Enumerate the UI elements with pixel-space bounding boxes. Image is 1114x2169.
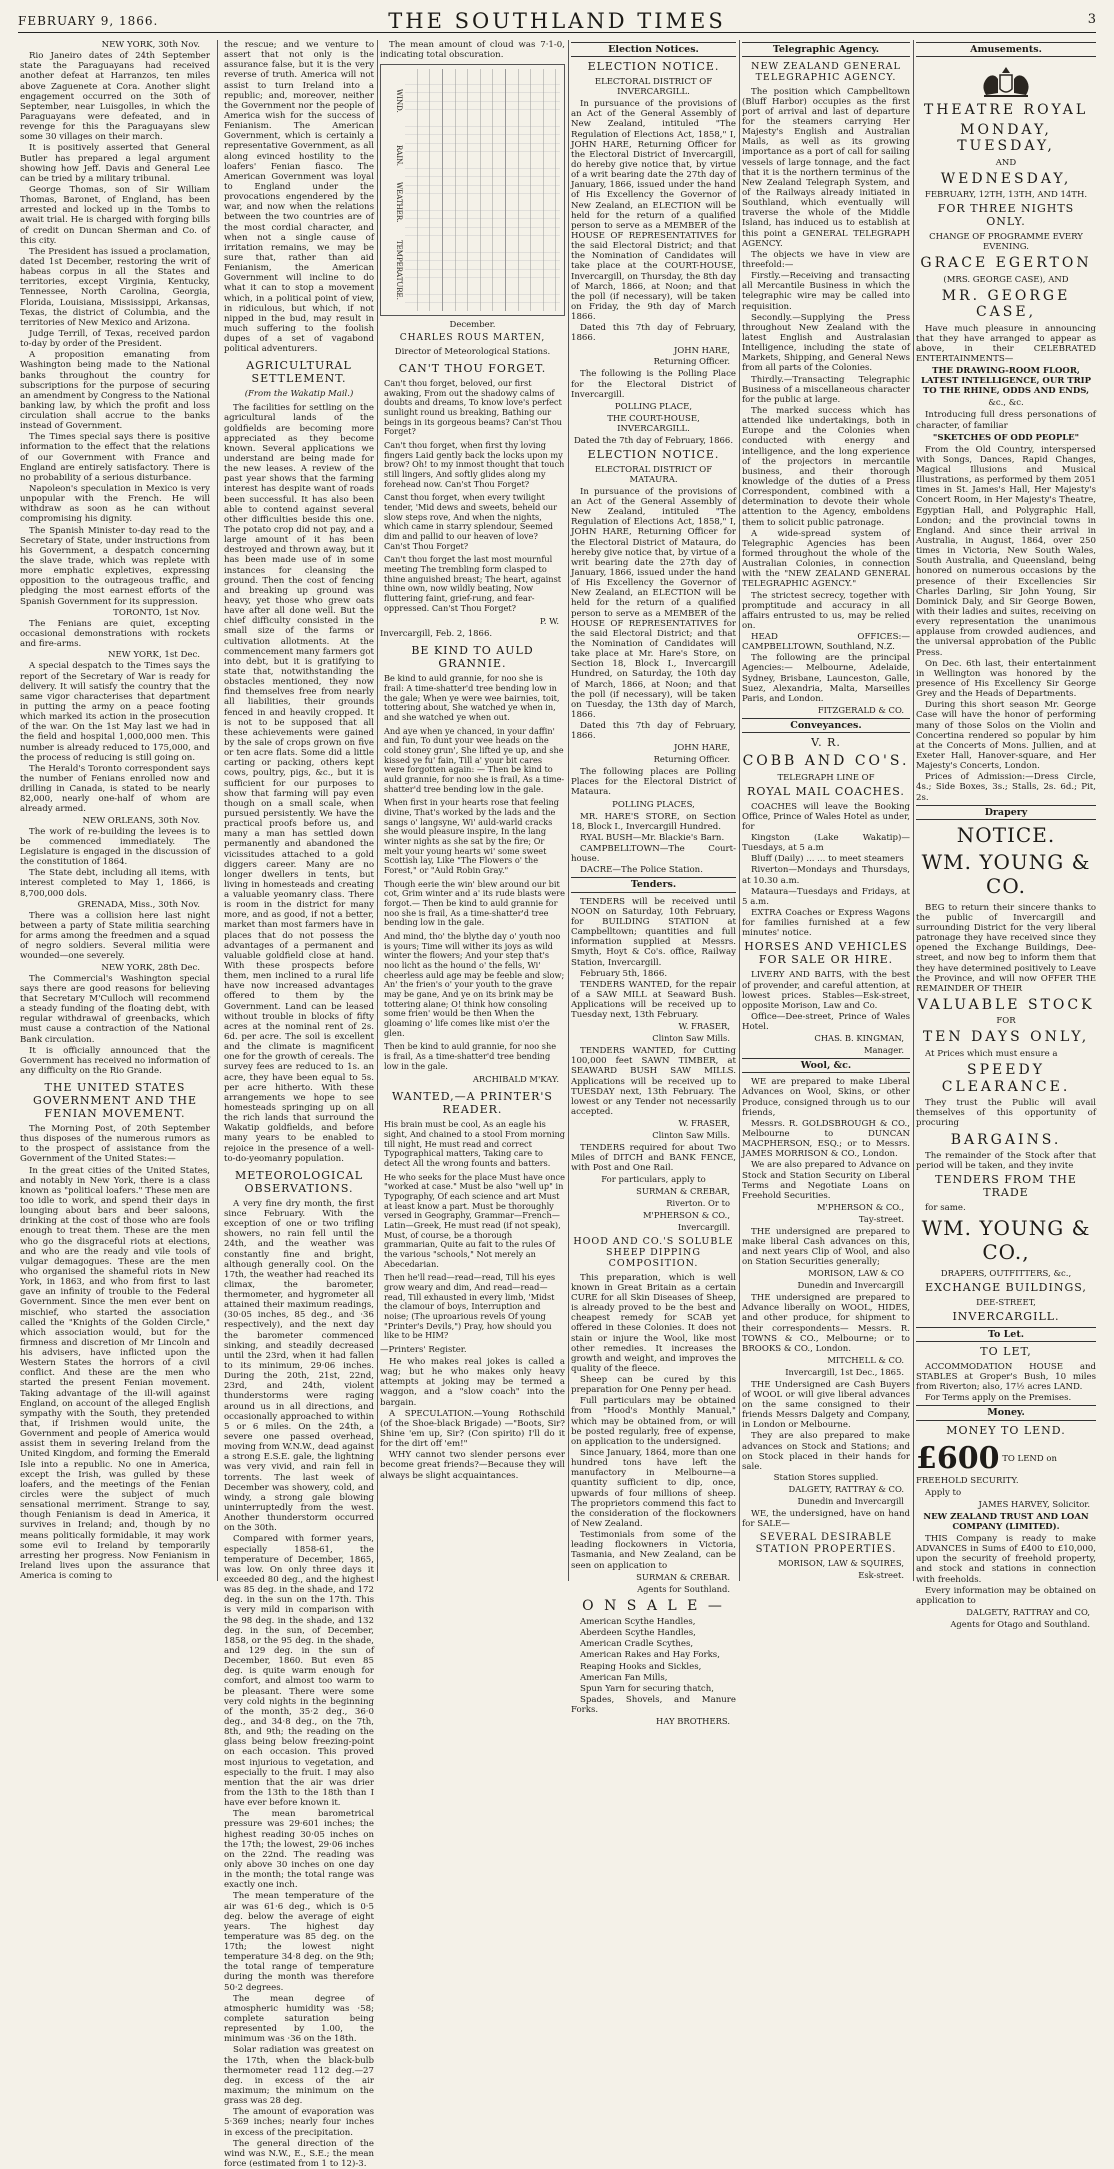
notice-role: Returning Officer.	[653, 754, 730, 765]
advert-paragraph: ACCOMMODATION HOUSE and STABLES at Groper's Bush, 10 miles from Riverton; also, 17½ acres LAND.	[916, 1361, 1096, 1393]
tender-signature: W. FRASER,	[678, 1021, 730, 1032]
on-sale-headline: O N S A L E —	[582, 1597, 725, 1614]
advert-paragraph: for same.	[925, 1203, 966, 1214]
dateline: TORONTO, 1st Nov.	[113, 607, 200, 618]
advert-paragraph: Have much pleasure in announcing that they have arranged to appear as above, in their CELEBRATED ENTERTAINMENTS—	[916, 323, 1096, 365]
poem-stanza: His brain must be cool, As an eagle his sight, And chained to a stool From morning till night, He must read and correct Typographical matters, Taking care to detect All the wrong founts and batters.	[384, 1119, 565, 1168]
advert-paragraph: THE undersigned are prepared to Advance liberally on WOOL, HIDES, and other produce, for shipment to their correspondents— Messrs. R. TOWNS & CO., Melbourne; or to BROOKS & CO., London.	[742, 1293, 910, 1354]
entertainment-titles: "SKETCHES OF ODD PEOPLE"	[932, 432, 1080, 443]
advert-place: Dunedin and Invercargill	[797, 1280, 904, 1291]
tender-paragraph: TENDERS required for about Two Miles of DITCH and BANK FENCE, with Post and One Rail.	[571, 1142, 736, 1174]
news-paragraph: The facilities for settling on the agricultural lands of the goldfields are becoming more appreciated as they become known. Several applications we understand are being made for the new leases. A review of the past year shows that the farming interest has despite want of roads been successful. It has also been able to contend against several other difficulties beside this one. The potato crop did not pay, and a large amount of it has been destroyed and thrown away, but it has been made use of in some instances for cleansing the ground. Then the cost of fencing and breaking up ground was heavy, yet those who grew oats have after all done well. But the chief difficulty consisted in the small size of the farms or cultivation allotments. At the commencement many farmers got into debt, but it is gratifying to state that, notwithstanding the obstacles mentioned, they now find themselves free from nearly all liabilities, their grounds fenced in and heavily cropped. It is not to be supposed that all these achievements were gained by the sale of crops grown on five or ten acre flats. Some did a little carting or packing, others kept cows, poultry, pigs, &c., but it is sufficient for our purposes to show that farming will pay even though on a small scale, when pursued persistently. We have the practical proofs before us, and many a man has settled down permanently and abandoned the vicissitudes attached to a gold diggers career. Many are no longer dwellers in tents, but living in homesteads and creating a valuable yeomanry class. There is room in the district for many more, and as good, if not a better, market than most farmers have in places that do not possess the advantages of a permanent and valuable goldfield close at hand. With these prospects before them, men inclined to a rural life have now increased advantages offered to them by the Government. Land can be leased without trouble in blocks of fifty acres at the nominal rent of 2s. 6d. per acre. The soil is excellent and the climate is magnificent one for the growth of cereals. The survey fees are reduced to 1s. an acre, they have been equal to 5s. per acre hitherto. With these arrangements we hope to see homesteads springing up on all the rich lands that surround the Wakatip goldfields, and before many years to be enabled to rejoice in the presence of a well-to-do-yeomanry population.	[224, 403, 374, 1164]
poem-stanza: When first in your hearts rose that feeling divine, That's worked by the lads and the sangs o' langsyne, Wi' auld-warld cracks she would pleasure inspire, In the lang winter nights as she sat by the fire; Or melt your young hearts wi' some sweet Scottish lay, Like "The Flowers o' the Forest," or "Auld Robin Gray."	[384, 797, 560, 875]
tender-place: Invercargill.	[677, 1222, 730, 1233]
news-paragraph: Solar radiation was greatest on the 17th, when the black-bulb thermometer read 112 deg.—27 deg. in excess of the air maximum; the minimum on the grass was 28 deg.	[224, 2045, 374, 2107]
page-number: 3	[1087, 12, 1096, 27]
article-source: (From the Wakatip Mail.)	[244, 389, 354, 400]
news-paragraph: The Times special says there is positive information to the effect that the relations of our Government with France and England are entirely satisfactory. There is no probability of a serious disturbance.	[20, 432, 210, 483]
advert-paragraph: The strictest secrecy, together with promptitude and accuracy in all affairs entrusted to us, may be relied on.	[742, 590, 910, 631]
coach-schedule: Riverton—Mondays and Thursdays, at 10.30 a.m.	[742, 865, 910, 886]
sale-item: Reaping Hooks and Sickles,	[580, 1661, 702, 1672]
notice-paragraph: In pursuance of the provisions of an Act of the General Assembly of New Zealand, intituled "The Regulation of Elections Act, 1858," I, JOHN HARE, Returning Officer for the Electoral District of Mataura, do hereby give notice that, by virtue of a writ bearing date the 27th day of January, 1866, issued under the hand of His Excellency the Governor of New Zealand, an ELECTION will be held for the return of a qualified person to serve as a MEMBER of the HOUSE OF REPRESENTATIVES for the said Electoral District; and that the Nomination of Candidates will take place at Mr. Hare's Store, on Section 18, Block I., Invercargill Hundred, on Saturday, the 10th day of March, 1866, at Noon; and that the poll (if necessary), will be taken on Tuesday, the 13th day of March, 1866.	[571, 486, 736, 720]
column-5-ads	[742, 40, 910, 1581]
advert-paragraph: The objects we have in view are threefold:—	[742, 249, 910, 270]
table-label-weather: WEATHER.	[395, 182, 403, 223]
month-label: December.	[449, 320, 496, 331]
advert-headline: HORSES AND VEHICLES FOR SALE OR HIRE.	[744, 940, 908, 967]
poem-stanza: Then be kind to auld grannie, for noo she is frail, As a time-shatter'd tree bending low in the gale.	[384, 1041, 557, 1071]
news-paragraph: Rio Janeiro dates of 24th September state the Paraguayans had received another defeat at Harranzos, ten miles above Zaguenete at Cora. Another slight engagement occurred on the 30th of September, near Luisgolles, in which the Paraguayans were defeated, and in revenge for this the Paraguayans slew some 30 villages on their march.	[20, 51, 210, 143]
section-header-drapery: Drapery	[916, 805, 1096, 820]
advert-paragraph: The position which Campbelltown (Bluff Harbor) occupies as the first port of arrival and last of departure for the steamers carrying Her Majesty's English and Australian Mails, as well as its growing importance as a port of call for sailing vessels of large tonnage, and the fact that it is the northern terminus of the New Zealand Telegraph System, and of the Railways already initiated in Southland, which eventually will traverse the whole of the Middle Island, has induced us to establish at this point a GENERAL TELEGRAPH AGENCY.	[742, 86, 910, 249]
advert-subhead: ROYAL MAIL COACHES.	[747, 784, 905, 798]
advert-paragraph: On Dec. 6th last, their entertainment in Wellington was honored by the presence of His Excellency Sir George Grey and the Heads of Departments.	[916, 658, 1096, 700]
advert-signature: MORISON, LAW & CO	[808, 1268, 904, 1279]
advert-headline: VALUABLE STOCK	[917, 996, 1095, 1013]
news-paragraph: The State debt, including all items, with interest completed to May 1, 1866, is 8,700,000 dols.	[20, 868, 210, 899]
firm-name: WM. YOUNG & CO.	[921, 850, 1091, 899]
dateline: GRENADA, Miss., 30th Nov.	[77, 899, 200, 910]
advert-headline: BARGAINS.	[950, 1131, 1062, 1148]
news-paragraph: In the great cities of the United States, and notably in New York, there is a class known as "political loafers." These men are too idle to work, and spend their days in lounging about bars and beer saloons, drinking at the cost of those who are fools enough to treat them. These are the men who go the disgraceful riots at elections, and who are the ready and vile tools of vulgar demagogues. These are the men who organised the shameful riots in New York, in 1863, and who from first to last gave an infinity of trouble to the Federal Government. Since the men ever bent on mischief, who started the association called the "Knights of the Golden Circle," which association would, but for the firmness and discretion of Mr Lincoln and his advisers, have inflicted upon the Western States the horrors of a civil conflict. And these are the men who started the present Fenian movement. Taking advantage of the ill-will against England, on account of the alleged English sympathy with the South, they pretended that, if Irishmen would unite, the Government and people of America would assist them in severing Ireland from the United Kingdom, and forming the Emerald Isle into a republic. No one in America, except the Irish, was gulled by these loafers, and the meetings of the Fenian circles were the subject of much sensational merriment. Strange to say, though Fenianism is dead in America, it survives in Ireland; and, though by no means politically formidable, it may work some evil to Ireland by temporarily arresting her progress. Now Fenianism in Ireland lives upon the assurance that America is coming to	[20, 1165, 210, 1582]
advert-paragraph: During this short season Mr. George Case will have the honor of performing many of those Solos on the Violin and Concertina rendered so popular by him at the Concerts of Mons. Jullien, and at Exeter Hall, Hanover-square, and Her Majesty's Concerts, London.	[916, 700, 1096, 772]
advert-paragraph: HEAD OFFICES:—CAMPBELLTOWN, Southland, N.Z.	[742, 632, 910, 653]
news-paragraph: The Fenians are quiet, excepting occasional demonstrations with rockets and fire-arms.	[20, 618, 210, 650]
news-paragraph: A special despatch to the Times says the report of the Secretary of War is ready for delivery. It will satisfy the country that the same vigor characterises that department in putting the army on a peace footing which marked its action in the prosecution of the war. On the 1st May last we had in the field and hospital 1,000,000 men. This number is already reduced to 175,000, and the process of reducing is still going on.	[20, 661, 210, 763]
notice-signature: JOHN HARE,	[674, 742, 730, 753]
advert-signature: DALGETY, RATTRAY and CO,	[966, 1606, 1090, 1617]
advert-paragraph: The following are the principal Agencies:— Melbourne, Adelaide, Sydney, Brisbane, Launceston, Galle, Suez, Alexandria, Malta, Marseilles Paris, and London.	[742, 653, 910, 704]
news-paragraph: There was a collision here last night between a party of State militia searching for arms among the freedmen and a squad of negro soldiers. Several militia were wounded—one severely.	[20, 910, 210, 962]
advert-conjunction: FOR	[996, 1016, 1016, 1027]
column-rule	[217, 40, 218, 1581]
entertainment-etc: &c., &c.	[988, 398, 1024, 409]
polling-date: Dated the 7th day of February, 1866.	[573, 435, 734, 446]
advert-paragraph: This preparation, which is well known in Great Britain as a certain CURE for all Skin Diseases of Sheep, is already proved to be the best and cheapest remedy for SCAB yet offered in these Colonies. It does not stain or injure the Wool, like most other remedies. It increases the growth and weight, and improves the quality of the fleece.	[571, 1272, 736, 1374]
section-header-election: Election Notices.	[571, 42, 736, 57]
advert-paragraph: Full particulars may be obtained from "Hood's Monthly Manual," which may be obtained from, or will be posted regularly, free of expense, on application to the undersigned.	[571, 1396, 736, 1447]
advert-place: Esk-street.	[858, 1569, 904, 1580]
poem-stanza: Though eerie the win' blew around our bit cot, Grim winter and a' its rude blasts were forgot.— Then be kind to auld grannie for noo she is frail, As a time-shatter'd tree bending low in the gale.	[384, 878, 565, 928]
polling-place: THE COURT-HOUSE, INVERCARGILL.	[607, 413, 700, 434]
coach-schedule: Mataura—Tuesdays and Fridays, at 5 a.m.	[742, 886, 910, 907]
advert-paragraph: Sheep can be cured by this preparation for One Penny per head.	[571, 1375, 736, 1396]
weather-table-grid	[405, 69, 560, 311]
advert-paragraph: Secondly.—Supplying the Press throughout New Zealand with the latest English and Australasian Intelligence, including the state of Markets, Shipping, and General News from all parts of the Colonies.	[742, 312, 910, 374]
news-paragraph: Napoleon's speculation in Mexico is very unpopular with the French. He will withdraw as soon as he can without compromising his dignity.	[20, 484, 210, 525]
section-header-to-let: To Let.	[916, 1327, 1096, 1342]
column-rule	[739, 40, 740, 1581]
advert-paragraph: Thirdly.—Transacting Telegraphic Business of a miscellaneous character for the public at large.	[742, 374, 910, 405]
news-paragraph: The work of re-building the levees is to be commenced immediately. The Legislature is engaged in the discussion of the constitution of 1864.	[20, 826, 210, 868]
advert-paragraph: Since January, 1864, more than one hundred tons have left the manufactory in Melbourne—a quantity sufficient to dip, once, upwards of four millions of sheep. The proprietors commend this fact to the consideration of the flockowners of New Zealand.	[571, 1448, 736, 1530]
poem-stanza: Canst thou forget, when every twilight tender, 'Mid dews and sweets, beheld our slow steps rove, And when the nights, which came in starry splendour, Seemed dim and pallid to our heaven of love? Can'st Thou Forget?	[384, 492, 558, 551]
advert-headline: NEW ZEALAND TRUST AND LOAN COMPANY (LIMITED).	[923, 1511, 1089, 1532]
conjunction: AND	[995, 157, 1017, 168]
advert-paragraph: WE, the undersigned, have on hand for SALE—	[742, 1509, 910, 1530]
tender-signature: W. FRASER,	[678, 1118, 730, 1129]
advert-paragraph: THE Undersigned are Cash Buyers of WOOL or will give liberal advances on the same consigned to their friends Messrs Dalgety and Company, in London or Melbourne.	[742, 1379, 910, 1431]
column-rule	[568, 40, 569, 1581]
polling-place-head: POLLING PLACES,	[612, 799, 695, 810]
advert-paragraph: THIS Company is ready to make ADVANCES in Sums of £400 to £10,000, upon the security of freehold property, and stock and stations in connection with freeholds.	[916, 1533, 1096, 1585]
programme-note: CHANGE OF PROGRAMME EVERY EVENING.	[929, 232, 1083, 253]
news-paragraph: The Morning Post, of 20th September thus disposes of the numerous rumors as to the prospect of assistance from the Government of the United States:—	[20, 1123, 210, 1165]
signature-name: CHARLES ROUS MARTEN,	[399, 333, 546, 344]
advert-headline: TO LET,	[980, 1344, 1032, 1358]
article-headline: AGRICULTURAL SETTLEMENT.	[246, 359, 352, 386]
advert-headline: TEN DAYS ONLY,	[922, 1029, 1090, 1046]
section-header-wool: Wool, &c.	[742, 1058, 910, 1073]
notice-headline: ELECTION NOTICE.	[587, 447, 720, 461]
poem-stanza: And aye when ye chanced, in your daffin' and fun, To dunt your wee heads on the cold stoney grun', She lifted ye up, and she kissed ye fu' fain, Till a' your bit cares were forgotten again: — Then be kind to auld grannie, for noo she is frail, As a time-shatter'd tree bending low in the gale.	[384, 725, 565, 794]
tender-signature: SURMAN & CREBAR,	[636, 1186, 730, 1197]
poem	[384, 1120, 565, 1341]
advert-place: Invercargill, 1st Dec., 1865.	[785, 1366, 904, 1377]
notice-paragraph: The following is the Polling Place for the Electoral District of Invercargill.	[571, 369, 736, 400]
advert-subhead: TELEGRAPH LINE OF	[777, 772, 875, 783]
advert-paragraph: From the Old Country, interspersed with Songs, Dances, Rapid Changes, Magical Illusions and Musical Illustrations, as performed by them 2051 times in St. James's Hall, Her Majesty's Concert Room, in Her Majesty's Theatre, Egyptian Hall, and Polygraphic Hall, London; and the provincial towns in England. And since their arrival in Australia, in August, 1864, over 250 times in Victoria, New South Wales, South Australia, and Queensland, being honored on numerous occasions by the presence of their Excellencies Sir Charles Darling, Sir John Young, Sir Dominick Daly, and Sir George Bowen, with their ladies and suites, receiving on every representation the unanimous applause from crowded audiences, and the universal approbation of the Public Press.	[916, 444, 1096, 658]
section-header-telegraphic: Telegraphic Agency.	[742, 42, 910, 57]
firm-trade: DRAPERS, OUTFITTERS, &c.,	[940, 1268, 1072, 1279]
news-paragraph: A proposition emanating from Washington being made to the National banks throughout the country for subscriptions for the purpose of securing an amendment by Congress to the National banking law, by which the profit and loss circulation shall accrue to the banks instead of Government.	[20, 350, 210, 432]
poem-stanza: And mind, tho' the blythe day o' youth noo is yours; Time will wither its joys as wild winter the flowers; And your step that's noo licht as the hound o' the fells, Wi' cheerless auld age may be feeble and slow; An' the frien's o' your youth to the grave may be gane, And ye on its brink may be tottering alane; O! think how consoling some frien' would be then When the gloaming o' life comes like mist o'er the glen.	[384, 931, 565, 1038]
tender-place: Clinton Saw Mills.	[652, 1130, 730, 1141]
polling-place: DACRE—The Police Station.	[580, 865, 703, 876]
poem-title: CAN'T THOU FORGET.	[398, 361, 547, 375]
notice-paragraph: Dated this 7th day of February, 1866.	[571, 323, 736, 344]
advert-signature: MORISON, LAW & SQUIRES,	[778, 1557, 904, 1568]
poem-title: BE KIND TO AULD GRANNIE.	[411, 644, 534, 671]
table-label-rain: RAIN.	[395, 144, 403, 166]
coach-schedule: Bluff (Daily) ... ... to meet steamers	[751, 854, 904, 865]
poem-place: Invercargill, Feb. 2, 1866.	[380, 629, 493, 640]
column-rule	[913, 40, 914, 1581]
dateline: NEW ORLEANS, 30th Nov.	[82, 815, 200, 826]
polling-place: MR. HARE'S STORE, on Section 18, Block I., Invercargill Hundred.	[571, 811, 736, 832]
advert-paragraph: Prices of Admission:—Dress Circle, 4s.; Side Boxes, 3s.; Stalls, 2s. 6d.; Pit, 2s.	[916, 772, 1096, 803]
advert-place: Dunedin and Invercargill	[797, 1496, 904, 1507]
advert-headline: SEVERAL DESIRABLE STATION PROPERTIES.	[755, 1532, 897, 1556]
advert-paragraph: COACHES will leave the Booking Office, Prince of Wales Hotel as under, for	[742, 801, 910, 832]
column-rule	[377, 40, 378, 1581]
column-2-news	[224, 40, 374, 2169]
news-paragraph: WHY cannot two slender persons ever become great friends?—Because they will always be slight acquaintances.	[380, 1450, 565, 1481]
advert-headline: TENDERS FROM THE TRADE	[935, 1173, 1077, 1200]
theatre-name: THEATRE ROYAL	[923, 102, 1089, 119]
advert-paragraph: Apply to	[925, 1487, 962, 1498]
article-headline: METEOROLOGICAL OBSERVATIONS.	[234, 1168, 364, 1195]
advert-role: Agents for Southland.	[637, 1583, 730, 1594]
news-paragraph: Compared with former years, especially 1858-61, the temperature of December, 1865, was low. On only three days it exceeded 80 deg., and the highest was 85 deg. in the shade, and 172 deg. in the sun on the 17th. This is very mild in comparison with the 98 deg. in the shade, and 132 deg. in the sun, of December, 1858, or the 95 deg. in the shade, and 129 deg. in the sun of December, 1860. But even 85 deg. is quite warm enough for comfort, and almost too warm to be pleasant. There were some very cold nights in the beginning of the month, 35·2 deg., 36·0 deg., and 34·8 deg., on the 7th, 8th, and 9th; the reading on the glass being below freezing-point on each occasion. This proved most injurious to vegetation, and especially to the fruit. I may also mention that the air was drier from the 13th to the 18th than I have ever before known it.	[224, 1534, 374, 1809]
sale-item: Spun Yarn for securing thatch,	[580, 1683, 714, 1694]
advert-role: Agents for Otago and Southland.	[950, 1618, 1090, 1629]
notice-subhead: ELECTORAL DISTRICT OF INVERCARGILL.	[594, 77, 713, 98]
loan-text: TO LEND on FREEHOLD SECURITY.	[916, 1453, 1057, 1486]
weather-table	[380, 64, 565, 316]
notice-paragraph: In pursuance of the provisions of an Act of the General Assembly of New Zealand, intituled "The Regulation of Elections Act, 1858," I, JOHN HARE, Returning Officer for the Electoral District of Invercargill, do hereby give notice that, by virtue of a writ bearing date the 27th day of January, 1866, issued under the hand of His Excellency the Governor of New Zealand, an ELECTION will be held for the return of a qualified person to serve as a MEMBER of the HOUSE OF REPRESENTATIVES for the said Electoral District; and that the Nomination of Candidates will take place at the COURT-HOUSE, Invercargill, on Thursday, the 8th day of March, 1866, at Noon; and that the poll (if necessary), will be taken on Friday, the 9th day of March 1866.	[571, 99, 736, 323]
coach-schedule: Kingston (Lake Wakatip)—Tuesdays, at 5 a.m	[742, 833, 910, 854]
sale-item: American Scythe Handles,	[580, 1617, 696, 1628]
poem-signature: P. W.	[539, 616, 559, 627]
advert-paragraph: BEG to return their sincere thanks to the public of Invercargill and surrounding District for the very liberal patronage they have received since they opened the Exchange Buildings, Dee-street, and now beg to inform them that they have determined positively to Leave the Province, and will now OFFER THE REMAINDER OF THEIR	[916, 902, 1096, 994]
advert-paragraph: THE undersigned are prepared to make liberal Cash advances on this, and next years Clip of Wool, and also on Station Securities generally;	[742, 1226, 910, 1268]
advert-headline: SPEEDY CLEARANCE.	[941, 1062, 1071, 1095]
royal-arms-icon	[976, 65, 1036, 99]
sale-item: Aberdeen Scythe Handles,	[580, 1628, 696, 1639]
sale-item: American Rakes and Hay Forks,	[580, 1650, 720, 1661]
advert-headline: COBB AND CO'S.	[742, 753, 910, 770]
sale-item: American Cradle Scythes,	[580, 1639, 694, 1650]
article-headline: THE UNITED STATES GOVERNMENT AND THE FENIAN MOVEMENT.	[32, 1081, 198, 1120]
news-paragraph: The mean barometrical pressure was 29·601 inches; the highest reading 30·05 inches on the 17th; the lowest, 29·06 inches on the 22nd. The reading was only above 30 inches on one day in the month; the total range was exactly one inch.	[224, 1809, 374, 1891]
section-header-tenders: Tenders.	[571, 877, 736, 892]
notice-paragraph: Dated this 7th day of February, 1866.	[571, 721, 736, 742]
advert-place: Tay-street.	[858, 1213, 904, 1224]
notice-subhead: ELECTORAL DISTRICT OF MATAURA.	[594, 464, 713, 485]
advert-paragraph: The remainder of the Stock after that period will be taken, and they invite	[916, 1151, 1096, 1172]
column-3-misc	[380, 40, 565, 1581]
poem-stanza: He who seeks for the place Must have once "worked at case." Must be also "well up" in Typography, Of each science and art Must at least know a part. Must be thoroughly versed in Geography, Grammar—French—Latin—Greek, He must read (if not speak), Must, of course, be a thorough grammarian, Quite au fait to the rules Of the various "schools," Not merely an Abecedarian.	[384, 1171, 565, 1269]
advert-paragraph: Introducing full dress personations of character, of familiar	[916, 410, 1096, 431]
tender-apply: For particulars, apply to	[601, 1175, 706, 1186]
advert-paragraph: WE are prepared to make Liberal Advances on Wool, Skins, or other Produce, consigned through us to our friends,	[742, 1077, 910, 1118]
poem-stanza: Be kind to auld grannie, for noo she is frail: A time-shatter'd tree bending low in the gale; When ye were wee bairnies, toit, tottering about, She watched ye when in, and she watched ye when out.	[384, 673, 560, 722]
advert-paragraph: LIVERY AND BAITS, with the best of provender, and careful attention, at lowest prices. Stables—Esk-street, opposite Morison, Law and Co.	[742, 970, 910, 1011]
news-paragraph: George Thomas, son of Sir William Thomas, Baronet, of England, has been arrested and locked up in the Tombs to await trial. He is charged with forging bills of credit on Duncan Sherman and Co. of this city.	[20, 184, 210, 246]
firm-address: EXCHANGE BUILDINGS,	[925, 1280, 1087, 1294]
tender-place: Riverton. Or to	[666, 1198, 730, 1209]
loan-offer	[916, 1441, 1096, 1486]
performer-name: MR. GEORGE CASE,	[941, 287, 1071, 321]
poem-source: —Printers' Register.	[380, 1345, 467, 1356]
advert-signature: FITZGERALD & CO.	[817, 705, 904, 716]
advert-paragraph: Every information may be obtained on application to	[916, 1585, 1096, 1606]
advert-paragraph: EXTRA Coaches or Express Wagons for families furnished at a few minutes' notice.	[742, 908, 910, 939]
loan-amount: £600	[916, 1440, 1000, 1476]
advert-paragraph: A wide-spread system of Telegraphic Agencies has been formed throughout the whole of the Australian Colonies, in connection with the "NEW ZEALAND GENERAL TELEGRAPHIC AGENCY."	[742, 528, 910, 590]
advert-headline: HOOD AND CO.'S SOLUBLE SHEEP DIPPING COMPOSITION.	[573, 1236, 734, 1270]
advert-signature: HAY BROTHERS.	[656, 1716, 730, 1727]
masthead	[18, 8, 1096, 33]
performance-days: MONDAY, TUESDAY,	[957, 121, 1055, 155]
news-paragraph: It is officially announced that the Government has received no information of any difficulty on the Rio Grande.	[20, 1045, 210, 1076]
polling-place-head: POLLING PLACE,	[614, 401, 693, 412]
signature-title: Director of Meteorological Stations.	[394, 346, 551, 357]
firm-address: DEE-STREET,	[976, 1297, 1036, 1308]
news-paragraph: The Herald's Toronto correspondent says the number of Fenians enrolled now and drilling in Canada, is stated to be nearly 82,000, nearly one-half of whom are already armed.	[20, 763, 210, 815]
column-6-ads	[916, 40, 1096, 1629]
poem-stanza: Then he'll read—read—read, Till his eyes grow weary and dim, And read—read—read, Till exhausted in every limb, 'Midst the clamour of boys, Interruption and noise; (The uproarious revels Of young "Printer's Devils,") Pray, how should you like to be HIM?	[384, 1272, 556, 1341]
tender-paragraph: TENDERS will be received until NOON on Saturday, 10th February, for BUILDING STATION at Campbelltown; quantities and full information supplied at Messrs. Smyth, Hoyt & Co's. office, Railway Station, Invercargill.	[571, 896, 736, 968]
section-header-conveyances: Conveyances.	[742, 718, 910, 733]
dateline: NEW YORK, 28th Dec.	[101, 962, 200, 973]
tender-date: February 5th, 1866.	[580, 968, 668, 979]
advert-headline: MONEY TO LEND.	[946, 1423, 1066, 1437]
sale-item: American Fan Mills,	[580, 1672, 668, 1683]
notice-role: Returning Officer.	[653, 356, 730, 367]
news-paragraph: Judge Terrill, of Texas, received pardon to-day by order of the President.	[20, 328, 210, 350]
entertainment-titles: THE DRAWING-ROOM FLOOR, LATEST INTELLIGENCE, OUR TRIP TO THE RHINE, ODDS AND ENDS,	[920, 366, 1092, 397]
news-paragraph: It is positively asserted that General Butler has prepared a legal argument showing how Jeff. Davis and General Lee can be tried by a military tribunal.	[20, 143, 210, 184]
advert-signature: M'PHERSON & CO.,	[816, 1201, 904, 1212]
newspaper-title: THE SOUTHLAND TIMES	[388, 9, 726, 33]
performance-days: WEDNESDAY,	[940, 170, 1072, 187]
advert-paragraph: Station Stores supplied.	[773, 1473, 879, 1484]
issue-date: FEBRUARY 9, 1866.	[18, 14, 159, 28]
poem-stanza: Can't thou forget, beloved, our first awaking, From out the shadowy calms of doubts and dreams, To know love's perfect sunlight round us breaking, Bathing our beings in its gorgeous beams? Can'st Thou Forget?	[384, 377, 563, 437]
polling-place: RYAL BUSH—Mr. Blackie's Barn.	[580, 832, 725, 843]
table-label-wind: WIND.	[395, 89, 403, 114]
news-paragraph: the rescue; and we venture to assert that not only is the assurance false, but it is the very reverse of truth. America will not assist to turn Ireland into a republic; and, moreover, neither the Government nor the people of America wish for the success of Fenianism. The American Government, which is certainly a representative Government, as all along evinced hostility to the loafers' Fenian fiasco. The American Government was loyal to England under the provocations engendered by the war, and now when the relations between the two countries are of the most cordial character, and when not a single cause of irritation remains, we may be sure that, rather than aid Fenianism, the American Government will incline to do what it can to stop a movement which, in a political point of view, in ridiculous, but which, if not nipped in the bud, may result in much suffering to the foolish dupes of a set of vagabond political adventurers.	[224, 40, 374, 355]
advert-signature: CHAS. B. KINGMAN,	[814, 1033, 904, 1044]
advert-paragraph: Messrs. R. GOLDSBROUGH & CO., Melbourne to DUNCAN MACPHERSON, ESQ.; or to Messrs. JAMES MORRISON & CO., London.	[742, 1118, 910, 1160]
news-paragraph: The mean temperature of the air was 61·6 deg., which is 0·5 deg. below the average of eight years. The highest day temperature was 85 deg. on the 17th; the lowest night temperature 34·8 deg. on the 9th; the total range of temperature during the month was therefore 50·2 degrees.	[224, 1891, 374, 1993]
poem-stanza: Can't thou forget the last most mournful meeting The trembling form clasped to thine anguished breast; The heart, against thine own, now wildly beating, Now fluttering faint, grief-rung, and fear-oppressed. Can'st Thou Forget?	[384, 554, 562, 613]
news-paragraph: The mean amount of cloud was 7·1-0, indicating total obscuration.	[380, 40, 565, 61]
dateline: NEW YORK, 30th Nov.	[101, 40, 200, 50]
tender-paragraph: TENDERS WANTED, for the repair of a SAW MILL at Seaward Bush. Applications will be received up to Tuesday next, 13th February.	[571, 979, 736, 1021]
advert-paragraph: They trust the Public will avail themselves of this opportunity of procuring	[916, 1098, 1096, 1129]
poem	[384, 379, 565, 613]
news-paragraph: The general direction of the wind was N.W., E., S.E.; the mean force (estimated from 1 to 12)-3.	[224, 2138, 374, 2169]
news-paragraph: The Commercial's Washington special says there are good reasons for believing that Secretary M'Culloch will recommend a steady funding of the floating debt, with regular withdrawal of greenbacks, which must cause a contraction of the National Bank circulation.	[20, 973, 210, 1045]
poem-title: WANTED,—A PRINTER'S READER.	[392, 1090, 553, 1117]
news-paragraph: The Spanish Minister to-day read to the Secretary of State, under instructions from his Government, a despatch concerning the slave trade, which was replete with more emphatic expletives, expressing opposition to the outrageous traffic, and pledging the most earnest efforts of the Spanish Government for its suppression.	[20, 525, 210, 607]
polling-place: CAMPBELLTOWN—The Court-house.	[571, 844, 736, 865]
firm-address: INVERCARGILL.	[952, 1309, 1060, 1323]
firm-name: WM. YOUNG & CO.,	[921, 1216, 1091, 1265]
advert-paragraph: They are also prepared to make advances on Stock and Stations; and on Stock placed in their hands for sale.	[742, 1431, 910, 1472]
notice-paragraph: The following places are Polling Places for the Electoral District of Mataura.	[571, 767, 736, 798]
news-paragraph: He who makes real jokes is called a wag; but he who makes only heavy attempts at joking may be termed a waggon, and a "slow coach" into the bargain.	[380, 1357, 565, 1408]
news-paragraph: The mean degree of atmospheric humidity was ·58; complete saturation being represented by 1.00, the minimum was ·36 on the 18th.	[224, 1993, 374, 2045]
poem-signature: ARCHIBALD M'KAY.	[472, 1074, 559, 1085]
royal-cipher: V. R.	[811, 736, 841, 750]
advert-role: Manager.	[863, 1045, 904, 1056]
performer-name: GRACE EGERTON	[920, 255, 1092, 272]
tender-paragraph: TENDERS WANTED, for Cutting 100,000 feet SAWN TIMBER, at SEAWARD BUSH SAW MILLS. Applications will be received up to TUESDAY next, 13th February. The lowest or any Tender not necessarily accepted.	[571, 1046, 736, 1118]
section-header-amusements: Amusements.	[916, 42, 1096, 57]
sale-item: Spades, Shovels, and Manure Forks.	[571, 1695, 736, 1716]
advert-paragraph: Firstly.—Receiving and transacting all Mercantile Business in which the telegraphic wire may be called into requisition.	[742, 271, 910, 312]
news-paragraph: The President has issued a proclamation, dated 1st December, restoring the writ of habeas corpus in all the States and territories, except Virginia, Kentucky, Tennessee, North Carolina, Georgia, Florida, Louisiana, Mississippi, Arkansas, Texas, the district of Columbia, and the territories of New Mexico and Arizona.	[20, 246, 210, 328]
poem	[384, 674, 565, 1071]
tender-signature: M'PHERSON & CO.,	[642, 1210, 730, 1221]
advert-paragraph: We are also prepared to Advance on Stock and Station Security on Liberal Terms and Negotiate Loans on Freehold Securities.	[742, 1160, 910, 1201]
news-paragraph: A SPECULATION.—Young Rothschild (of the Shoe-black Brigade) —"Boots, Sir? Shine 'em up, Sir? (Con spirito) I'll do it for the dirt off 'em!"	[380, 1408, 565, 1450]
table-label-temperature: TEMPERATURE.	[395, 240, 403, 301]
news-paragraph: A very fine dry month, the first since February. With the exception of one or two trifling showers, no rain fell until the 24th, and the weather was constantly fine and bright, although generally cool. On the 17th, the weather had reached its climax, the barometer, thermometer, and hygrometer all attained their maximum readings, (30·05 inches, 85 deg., and ·36 respectively), and the next day the barometer commenced sinking, and steadily decreased until the 23rd, when it had fallen to its minimum, 29·06 inches. During the 20th, 21st, 22nd, 23rd, and 24th, violent thunderstorms were raging around us in all directions, and occasionally approached to within 5 or 6 miles. On the 24th, a severe one passed overhead, moving from W.N.W., dead against a strong E.S.E. gale, the lightning was very vivid, and rain fell in torrents. The last week of December was showery, cold, and windy, a strong gale blowing uninterruptedly from the west. Another thunderstorm occurred on the 30th.	[224, 1198, 374, 1534]
section-header-money: Money.	[916, 1405, 1096, 1420]
advert-signature: DALGETY, RATTRAY & CO.	[788, 1484, 904, 1495]
advert-signature: SURMAN & CREBAR.	[636, 1571, 730, 1582]
column-4-notices	[571, 40, 736, 1727]
advert-signature: MITCHELL & CO.	[827, 1354, 904, 1365]
notice-headline: ELECTION NOTICE.	[587, 60, 720, 74]
advert-paragraph: At Prices which must ensure a	[925, 1048, 1058, 1059]
tender-place: Clinton Saw Mills.	[652, 1033, 730, 1044]
column-1-news	[20, 40, 210, 1581]
advert-paragraph: Office—Dee-street, Prince of Wales Hotel.	[742, 1011, 910, 1033]
notice-headline: NOTICE.	[956, 822, 1056, 847]
performance-run: FOR THREE NIGHTS ONLY.	[937, 202, 1075, 229]
notice-signature: JOHN HARE,	[674, 344, 730, 355]
advert-signature: JAMES HARVEY, Solicitor.	[978, 1499, 1090, 1510]
performer-note: (MRS. GEORGE CASE), AND	[943, 274, 1069, 285]
dateline: NEW YORK, 1st Dec.	[107, 650, 200, 661]
advert-paragraph: The marked success which has attended like undertakings, both in Europe and the Colonies when conducted with energy and intelligence, and the long experience of the projectors in mercantile business, and their thorough knowledge of the duties of a Press Correspondent, combined with a determination to devote their whole attention to the Agency, emboldens them to solicit public patronage.	[742, 405, 910, 528]
poem-stanza: Can't thou forget, when first thy loving fingers Laid gently back the locks upon my brow? Oh! to my inmost thought that touch still lingers, And softly glides along my forehead now. Can'st Thou Forget?	[384, 439, 565, 489]
advert-paragraph: For Terms apply on the Premises.	[925, 1393, 1072, 1404]
advert-headline: NEW ZEALAND GENERAL TELEGRAPHIC AGENCY.	[751, 61, 901, 84]
advert-paragraph: Testimonials from some of the leading flockowners in Victoria, Tasmania, and New Zealand, can be seen on application to	[571, 1530, 736, 1571]
performance-dates: FEBRUARY, 12TH, 13TH, AND 14TH.	[924, 190, 1088, 201]
news-paragraph: The amount of evaporation was 5·369 inches; nearly four inches in excess of the precipitation.	[224, 2107, 374, 2138]
